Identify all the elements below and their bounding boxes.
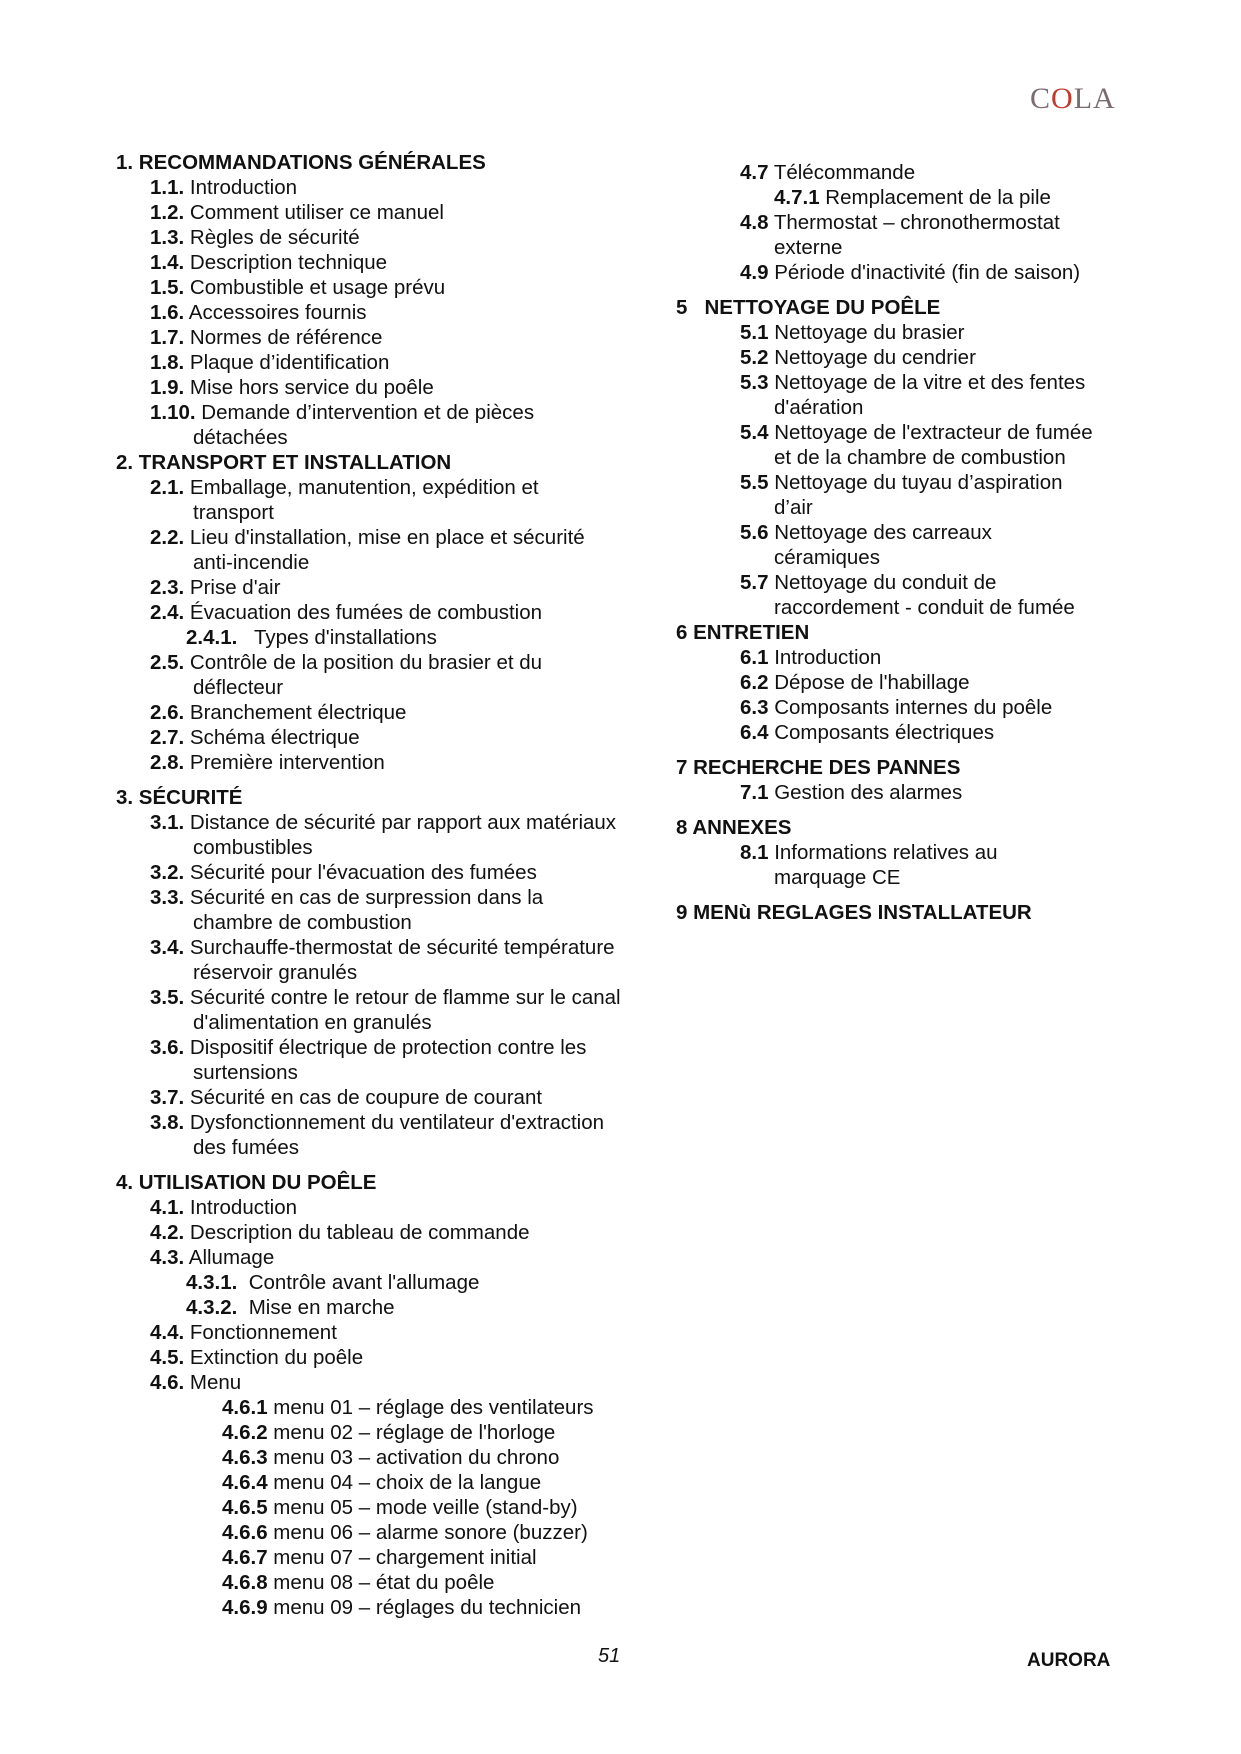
toc-title: Première intervention	[184, 751, 385, 774]
toc-entry-continuation	[676, 235, 1136, 260]
toc-section-heading	[116, 785, 676, 810]
toc-number: 4.7	[740, 161, 769, 184]
toc-entry-continuation	[116, 910, 676, 935]
toc-number: 2.4.1.	[186, 626, 238, 649]
toc-title: Nettoyage du tuyau d’aspiration	[768, 471, 1063, 494]
toc-section-heading	[676, 755, 1136, 780]
section-spacer	[676, 285, 1136, 295]
toc-number: 4.6.5	[222, 1496, 268, 1519]
toc-entry-continuation	[676, 545, 1136, 570]
toc-title: raccordement - conduit de fumée	[774, 596, 1075, 619]
toc-title: menu 07 – chargement initial	[267, 1546, 537, 1569]
toc-number: 4.3.	[150, 1246, 185, 1269]
toc-number: 4.6.8	[222, 1571, 268, 1594]
toc-title: et de la chambre de combustion	[774, 446, 1066, 469]
toc-title: Distance de sécurité par rapport aux matériaux	[184, 811, 617, 834]
toc-title: Allumage	[184, 1246, 275, 1269]
toc-number: 4.6.7	[222, 1546, 268, 1569]
toc-title: combustibles	[193, 836, 313, 859]
toc-entry	[676, 780, 1136, 805]
toc-title: Surchauffe-thermostat de sécurité température	[184, 936, 615, 959]
toc-title: menu 06 – alarme sonore (buzzer)	[267, 1521, 588, 1544]
toc-title: menu 01 – réglage des ventilateurs	[267, 1396, 594, 1419]
toc-title: Types d'installations	[237, 626, 437, 649]
toc-entry	[676, 185, 1136, 210]
toc-entry	[116, 1270, 676, 1295]
toc-number: 1.	[116, 151, 134, 174]
toc-number: 6.1	[740, 646, 769, 669]
toc-number: 1.5.	[150, 276, 185, 299]
toc-entry-continuation	[116, 675, 676, 700]
toc-entry	[676, 370, 1136, 395]
toc-number: 8.1	[740, 841, 769, 864]
toc-title: menu 02 – réglage de l'horloge	[267, 1421, 556, 1444]
toc-number: 4.3.1.	[186, 1271, 238, 1294]
toc-title: menu 03 – activation du chrono	[267, 1446, 560, 1469]
toc-entry	[676, 210, 1136, 235]
toc-entry	[676, 670, 1136, 695]
toc-title: Sécurité en cas de coupure de courant	[184, 1086, 543, 1109]
toc-entry	[116, 175, 676, 200]
toc-number: 5.3	[740, 371, 769, 394]
toc-title: d’air	[774, 496, 813, 519]
toc-number: 4.5.	[150, 1346, 185, 1369]
toc-title: Comment utiliser ce manuel	[184, 201, 444, 224]
toc-section-heading	[116, 150, 676, 175]
toc-title: Dispositif électrique de protection contre les	[184, 1036, 587, 1059]
toc-title: Règles de sécurité	[184, 226, 360, 249]
toc-number: 4.6.4	[222, 1471, 268, 1494]
toc-title: ENTRETIEN	[687, 621, 810, 644]
toc-section-heading	[676, 900, 1136, 925]
toc-title: menu 05 – mode veille (stand-by)	[267, 1496, 578, 1519]
toc-title: Lieu d'installation, mise en place et sécurité	[184, 526, 585, 549]
toc-number: 5.2	[740, 346, 769, 369]
toc-entry	[116, 200, 676, 225]
toc-entry	[116, 700, 676, 725]
toc-number: 4.	[116, 1171, 134, 1194]
toc-entry	[676, 420, 1136, 445]
toc-title: Introduction	[184, 176, 298, 199]
toc-entry	[116, 1370, 676, 1395]
toc-entry	[116, 1570, 676, 1595]
toc-title: Menu	[184, 1371, 242, 1394]
toc-number: 4.2.	[150, 1221, 185, 1244]
toc-entry	[676, 470, 1136, 495]
toc-number: 3.6.	[150, 1036, 185, 1059]
toc-entry	[116, 1320, 676, 1345]
toc-entry	[116, 1035, 676, 1060]
toc-title: Sécurité contre le retour de flamme sur le canal	[184, 986, 621, 1009]
toc-entry-continuation	[116, 500, 676, 525]
toc-number: 3.	[116, 786, 134, 809]
toc-entry	[116, 225, 676, 250]
toc-entry	[116, 885, 676, 910]
toc-entry	[116, 600, 676, 625]
toc-entry	[676, 695, 1136, 720]
toc-entry	[116, 1085, 676, 1110]
toc-left-column	[116, 150, 676, 1620]
toc-entry	[116, 250, 676, 275]
toc-title: Description du tableau de commande	[184, 1221, 530, 1244]
toc-title: anti-incendie	[193, 551, 310, 574]
toc-entry	[116, 1495, 676, 1520]
toc-title: TRANSPORT ET INSTALLATION	[133, 451, 452, 474]
toc-entry	[676, 720, 1136, 745]
toc-entry	[676, 320, 1136, 345]
toc-entry	[116, 350, 676, 375]
toc-number: 1.6.	[150, 301, 185, 324]
toc-title: Sécurité en cas de surpression dans la	[184, 886, 544, 909]
toc-entry	[116, 810, 676, 835]
toc-entry	[676, 160, 1136, 185]
toc-number: 5.6	[740, 521, 769, 544]
toc-title: menu 08 – état du poêle	[267, 1571, 495, 1594]
toc-number: 2.8.	[150, 751, 185, 774]
toc-entry	[676, 840, 1136, 865]
brand-logo: COLA	[1030, 82, 1116, 115]
toc-title: Mise hors service du poêle	[184, 376, 434, 399]
toc-title: MENù REGLAGES INSTALLATEUR	[687, 901, 1032, 924]
page-number: 51	[598, 1645, 621, 1667]
toc-entry	[116, 475, 676, 500]
toc-entry-continuation	[116, 1060, 676, 1085]
toc-title: détachées	[193, 426, 288, 449]
toc-title: Fonctionnement	[184, 1321, 337, 1344]
toc-number: 5.4	[740, 421, 769, 444]
section-spacer	[676, 805, 1136, 815]
toc-entry	[116, 750, 676, 775]
toc-entry	[116, 300, 676, 325]
toc-title: Emballage, manutention, expédition et	[184, 476, 539, 499]
toc-number: 1.9.	[150, 376, 185, 399]
toc-number: 5	[676, 296, 688, 319]
toc-entry	[676, 345, 1136, 370]
toc-title: Sécurité pour l'évacuation des fumées	[184, 861, 537, 884]
toc-title: Introduction	[184, 1196, 298, 1219]
toc-title: Contrôle avant l'allumage	[237, 1271, 480, 1294]
toc-title: Nettoyage de la vitre et des fentes	[768, 371, 1086, 394]
toc-entry	[116, 1420, 676, 1445]
toc-number: 1.10.	[150, 401, 196, 424]
toc-entry-continuation	[116, 1010, 676, 1035]
toc-entry	[116, 1445, 676, 1470]
toc-number: 3.7.	[150, 1086, 185, 1109]
toc-section-heading	[676, 815, 1136, 840]
toc-number: 2.2.	[150, 526, 185, 549]
toc-title: Dépose de l'habillage	[768, 671, 970, 694]
toc-entry	[116, 1245, 676, 1270]
toc-entry	[116, 1470, 676, 1495]
section-spacer	[116, 775, 676, 785]
toc-title: Branchement électrique	[184, 701, 407, 724]
toc-title: menu 04 – choix de la langue	[267, 1471, 542, 1494]
toc-title: Nettoyage des carreaux	[768, 521, 992, 544]
toc-entry	[116, 625, 676, 650]
toc-title: surtensions	[193, 1061, 298, 1084]
toc-title: Schéma électrique	[184, 726, 360, 749]
section-spacer	[676, 890, 1136, 900]
toc-title: Nettoyage du conduit de	[768, 571, 997, 594]
toc-title: Nettoyage de l'extracteur de fumée	[768, 421, 1093, 444]
section-spacer	[116, 1160, 676, 1170]
toc-number: 7	[676, 756, 688, 779]
toc-entry	[116, 1220, 676, 1245]
toc-number: 4.4.	[150, 1321, 185, 1344]
toc-entry-continuation	[676, 495, 1136, 520]
toc-entry	[116, 1195, 676, 1220]
toc-number: 4.1.	[150, 1196, 185, 1219]
toc-number: 4.3.2.	[186, 1296, 238, 1319]
toc-number: 1.4.	[150, 251, 185, 274]
toc-title: d'aération	[774, 396, 864, 419]
toc-entry	[116, 375, 676, 400]
toc-number: 3.8.	[150, 1111, 185, 1134]
toc-title: RECOMMANDATIONS GÉNÉRALES	[133, 151, 486, 174]
toc-title: déflecteur	[193, 676, 284, 699]
toc-entry	[116, 935, 676, 960]
toc-entry-continuation	[116, 835, 676, 860]
toc-number: 8	[676, 816, 688, 839]
toc-entry	[676, 260, 1136, 285]
toc-number: 6.3	[740, 696, 769, 719]
footer-brand: AURORA	[1027, 1650, 1111, 1671]
toc-number: 3.1.	[150, 811, 185, 834]
toc-title: Nettoyage du brasier	[768, 321, 965, 344]
toc-entry	[116, 325, 676, 350]
toc-entry	[116, 1345, 676, 1370]
toc-number: 3.5.	[150, 986, 185, 1009]
toc-right-column	[676, 160, 1136, 925]
toc-number: 5.1	[740, 321, 769, 344]
toc-title: des fumées	[193, 1136, 299, 1159]
toc-number: 9	[676, 901, 688, 924]
toc-number: 1.1.	[150, 176, 185, 199]
toc-title: menu 09 – réglages du technicien	[267, 1596, 582, 1619]
toc-section-heading	[116, 1170, 676, 1195]
toc-title: Demande d’intervention et de pièces	[195, 401, 535, 424]
toc-number: 4.6.1	[222, 1396, 268, 1419]
toc-title: Prise d'air	[184, 576, 281, 599]
toc-number: 7.1	[740, 781, 769, 804]
toc-title: ANNEXES	[687, 816, 792, 839]
toc-section-heading	[116, 450, 676, 475]
toc-entry	[116, 1395, 676, 1420]
toc-entry-continuation	[116, 960, 676, 985]
toc-title: Remplacement de la pile	[819, 186, 1051, 209]
toc-title: chambre de combustion	[193, 911, 412, 934]
toc-title: Accessoires fournis	[184, 301, 367, 324]
toc-number: 5.7	[740, 571, 769, 594]
toc-title: Nettoyage du cendrier	[768, 346, 976, 369]
toc-title: Dysfonctionnement du ventilateur d'extraction	[184, 1111, 605, 1134]
toc-number: 1.3.	[150, 226, 185, 249]
toc-title: SÉCURITÉ	[133, 786, 243, 809]
toc-entry	[116, 400, 676, 425]
toc-title: Composants internes du poêle	[768, 696, 1053, 719]
toc-title: Mise en marche	[237, 1296, 395, 1319]
toc-title: Gestion des alarmes	[768, 781, 963, 804]
toc-entry-continuation	[116, 1135, 676, 1160]
toc-number: 2.4.	[150, 601, 185, 624]
toc-entry	[116, 1110, 676, 1135]
toc-title: Combustible et usage prévu	[184, 276, 446, 299]
toc-entry	[116, 275, 676, 300]
toc-entry	[116, 1595, 676, 1620]
toc-entry	[116, 725, 676, 750]
toc-number: 2.7.	[150, 726, 185, 749]
toc-title: Télécommande	[768, 161, 916, 184]
toc-number: 2.3.	[150, 576, 185, 599]
toc-number: 3.4.	[150, 936, 185, 959]
toc-title: Normes de référence	[184, 326, 383, 349]
toc-title: UTILISATION DU POÊLE	[133, 1171, 377, 1194]
toc-title: Introduction	[768, 646, 882, 669]
toc-title: céramiques	[774, 546, 880, 569]
toc-number: 4.6.9	[222, 1596, 268, 1619]
toc-number: 4.6.2	[222, 1421, 268, 1444]
toc-title: RECHERCHE DES PANNES	[687, 756, 961, 779]
toc-title: Composants électriques	[768, 721, 995, 744]
toc-entry	[116, 525, 676, 550]
toc-entry	[116, 575, 676, 600]
toc-entry-continuation	[676, 865, 1136, 890]
toc-number: 4.6.6	[222, 1521, 268, 1544]
toc-title: Période d'inactivité (fin de saison)	[768, 261, 1081, 284]
toc-title: Thermostat – chronothermostat	[768, 211, 1060, 234]
toc-title: NETTOYAGE DU POÊLE	[687, 296, 941, 319]
toc-entry	[116, 1545, 676, 1570]
toc-title: externe	[774, 236, 843, 259]
toc-number: 4.7.1	[774, 186, 820, 209]
toc-entry-continuation	[116, 425, 676, 450]
toc-entry	[116, 1520, 676, 1545]
toc-section-heading	[676, 620, 1136, 645]
toc-title: réservoir granulés	[193, 961, 358, 984]
toc-number: 1.2.	[150, 201, 185, 224]
toc-title: transport	[193, 501, 274, 524]
toc-number: 2.5.	[150, 651, 185, 674]
toc-number: 6.4	[740, 721, 769, 744]
toc-number: 4.6.3	[222, 1446, 268, 1469]
toc-entry-continuation	[676, 595, 1136, 620]
toc-number: 3.2.	[150, 861, 185, 884]
toc-number: 2.1.	[150, 476, 185, 499]
toc-title: Évacuation des fumées de combustion	[184, 601, 543, 624]
toc-entry	[116, 650, 676, 675]
toc-title: Extinction du poêle	[184, 1346, 364, 1369]
toc-title: marquage CE	[774, 866, 901, 889]
toc-entry-continuation	[676, 445, 1136, 470]
toc-number: 5.5	[740, 471, 769, 494]
toc-entry	[116, 985, 676, 1010]
toc-number: 3.3.	[150, 886, 185, 909]
toc-entry	[116, 860, 676, 885]
toc-number: 1.8.	[150, 351, 185, 374]
toc-number: 4.6.	[150, 1371, 185, 1394]
toc-number: 4.9	[740, 261, 769, 284]
toc-number: 6	[676, 621, 688, 644]
toc-title: Description technique	[184, 251, 388, 274]
section-spacer	[676, 745, 1136, 755]
toc-title: d'alimentation en granulés	[193, 1011, 432, 1034]
toc-entry-continuation	[676, 395, 1136, 420]
toc-entry	[676, 645, 1136, 670]
toc-number: 6.2	[740, 671, 769, 694]
toc-number: 1.7.	[150, 326, 185, 349]
toc-number: 2.6.	[150, 701, 185, 724]
toc-title: Informations relatives au	[768, 841, 998, 864]
toc-number: 2.	[116, 451, 134, 474]
toc-entry-continuation	[116, 550, 676, 575]
toc-title: Plaque d’identification	[184, 351, 390, 374]
toc-section-heading	[676, 295, 1136, 320]
toc-entry	[116, 1295, 676, 1320]
toc-entry	[676, 570, 1136, 595]
toc-title: Contrôle de la position du brasier et du	[184, 651, 543, 674]
toc-entry	[676, 520, 1136, 545]
toc-number: 4.8	[740, 211, 769, 234]
